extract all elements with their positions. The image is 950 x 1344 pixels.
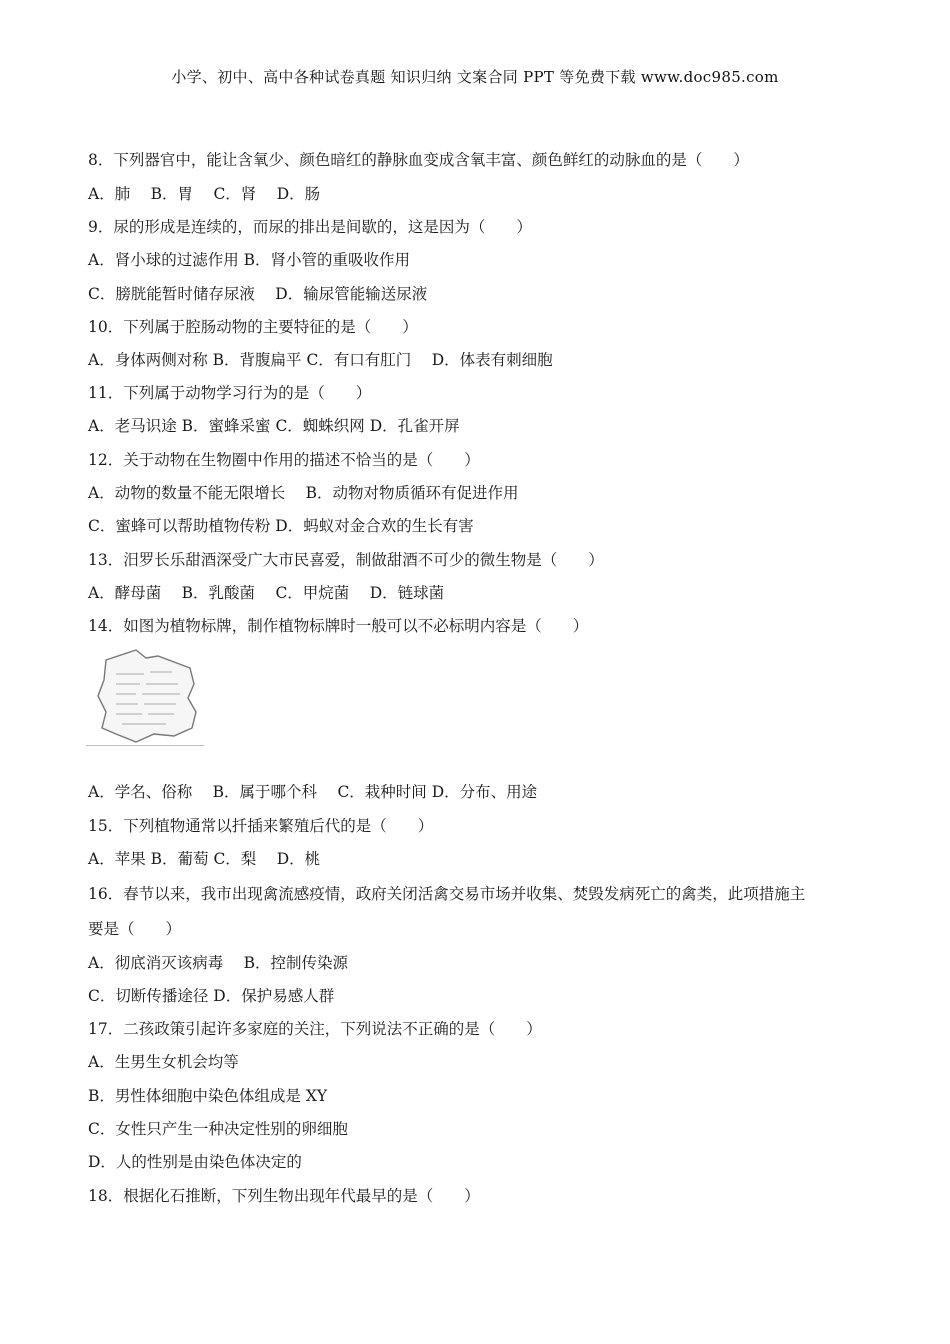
question-17-option-a: A．生男生女机会均等 <box>88 1053 239 1071</box>
question-11-stem: 11．下列属于动物学习行为的是（ ） <box>88 384 372 402</box>
question-16-options-ab: A．彻底消灭该病毒 B．控制传染源 <box>88 954 349 972</box>
question-16-stem-continued: 要是（ ） <box>88 920 182 938</box>
question-15-options: A．苹果 B．葡萄 C．梨 D．桃 <box>88 850 321 868</box>
plant-label-figure <box>86 646 204 746</box>
question-18-stem: 18．根据化石推断，下列生物出现年代最早的是（ ） <box>88 1187 480 1205</box>
question-12-options-ab: A．动物的数量不能无限增长 B．动物对物质循环有促进作用 <box>88 484 519 502</box>
question-14-stem: 14．如图为植物标牌，制作植物标牌时一般可以不必标明内容是（ ） <box>88 617 589 635</box>
figure-divider <box>86 745 204 746</box>
question-9-stem: 9．尿的形成是连续的，而尿的排出是间歇的，这是因为（ ） <box>88 218 532 236</box>
question-12-options-cd: C．蜜蜂可以帮助植物传粉 D．蚂蚁对金合欢的生长有害 <box>88 517 474 535</box>
question-10-options: A．身体两侧对称 B．背腹扁平 C．有口有肛门 D．体表有刺细胞 <box>88 351 553 369</box>
question-13-options: A．酵母菌 B．乳酸菌 C．甲烷菌 D．链球菌 <box>88 584 445 602</box>
question-9-options-ab: A．肾小球的过滤作用 B．肾小管的重吸收作用 <box>88 251 411 269</box>
question-17-option-c: C．女性只产生一种决定性别的卵细胞 <box>88 1120 348 1138</box>
question-11-options: A．老马识途 B．蜜蜂采蜜 C．蜘蛛织网 D．孔雀开屏 <box>88 417 460 435</box>
question-16-options-cd: C．切断传播途径 D．保护易感人群 <box>88 987 335 1005</box>
question-17-stem: 17．二孩政策引起许多家庭的关注，下列说法不正确的是（ ） <box>88 1020 542 1038</box>
question-8-stem: 8．下列器官中，能让含氧少、颜色暗红的静脉血变成含氧丰富、颜色鲜红的动脉血的是（ ） <box>88 151 749 169</box>
question-17-option-b: B．男性体细胞中染色体组成是 XY <box>88 1087 328 1105</box>
question-15-stem: 15．下列植物通常以扦插来繁殖后代的是（ ） <box>88 817 434 835</box>
question-14-options: A．学名、俗称 B．属于哪个科 C．栽种时间 D．分布、用途 <box>88 783 538 801</box>
page-header: 小学、初中、高中各种试卷真题 知识归纳 文案合同 PPT 等免费下载 www.doc985.com <box>171 68 779 86</box>
question-12-stem: 12．关于动物在生物圈中作用的描述不恰当的是（ ） <box>88 451 480 469</box>
question-16-stem: 16．春节以来，我市出现禽流感疫情，政府关闭活禽交易市场并收集、焚毁发病死亡的禽类，此项措施主 <box>88 885 806 903</box>
question-10-stem: 10．下列属于腔肠动物的主要特征的是（ ） <box>88 318 418 336</box>
question-13-stem: 13．汨罗长乐甜酒深受广大市民喜爱，制做甜酒不可少的微生物是（ ） <box>88 551 604 569</box>
question-8-options: A．肺 B．胃 C．肾 D．肠 <box>88 185 321 203</box>
question-17-option-d: D．人的性别是由染色体决定的 <box>88 1153 302 1171</box>
question-9-options-cd: C．膀胱能暂时储存尿液 D．输尿管能输送尿液 <box>88 285 428 303</box>
